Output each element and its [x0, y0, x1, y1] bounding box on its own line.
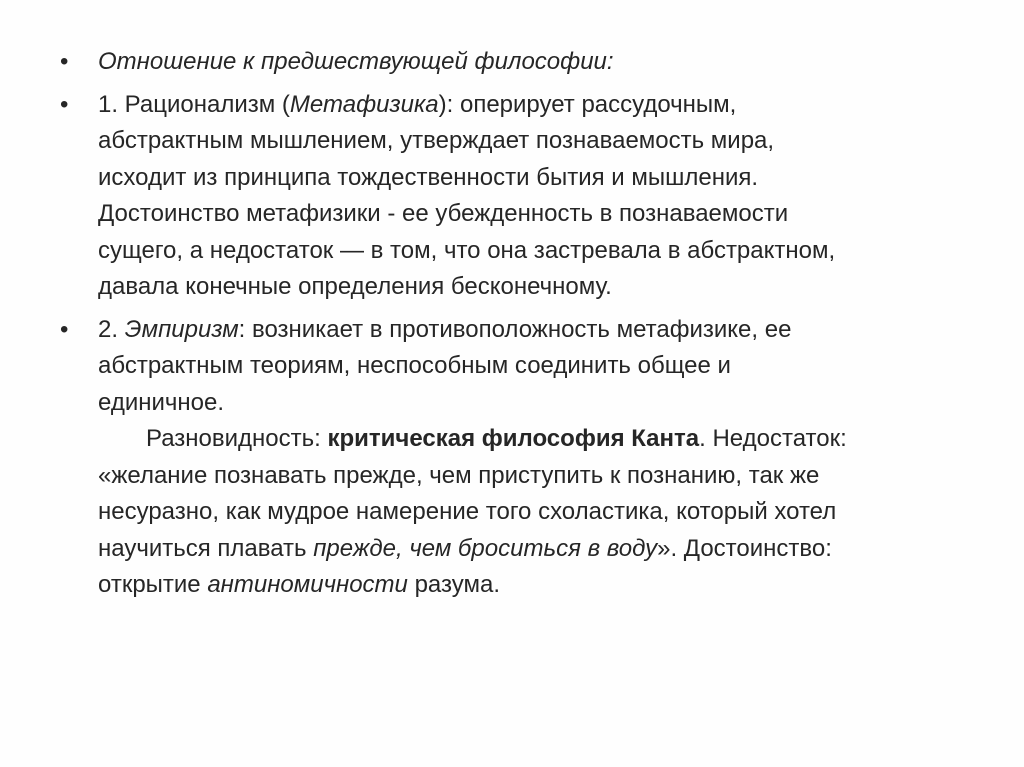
text-span: Разновидность: [146, 425, 328, 452]
bullet-rationalism [60, 87, 960, 306]
text-line [98, 531, 960, 568]
bullet-heading [60, 44, 960, 81]
text-span: открытие [98, 571, 208, 598]
text-span: ): оперирует рассудочным, [438, 90, 737, 118]
text-line [98, 567, 960, 604]
text-span: 2. [98, 315, 125, 343]
bullet-icon: • [60, 315, 69, 343]
text-span: ». Достоинство: [657, 534, 832, 562]
text-line: абстрактным теориям, неспособным соединить общее и [98, 352, 731, 379]
text-line: единичное. [98, 388, 225, 416]
text-line: несуразно, как мудрое намерение того схоластика, который хотел [98, 498, 837, 525]
text-span: . Недостаток: [699, 425, 847, 452]
italic-term: Эмпиризм [124, 315, 239, 343]
text-line [98, 421, 960, 458]
italic-term: антиномичности [207, 571, 408, 598]
bullet-icon: • [60, 90, 69, 118]
text-line [98, 87, 960, 124]
text-line [98, 312, 960, 349]
text-line: Достоинство метафизики - ее убежденность в познаваемости [98, 200, 789, 227]
bold-term: критическая философия Канта [327, 425, 700, 452]
italic-term: Метафизика [289, 90, 439, 118]
italic-term: прежде, чем броситься в воду [313, 534, 658, 562]
bullet-icon: • [60, 48, 69, 75]
text-line: исходит из принципа тождественности бытия и мышления. [98, 163, 759, 191]
text-line: давала конечные определения бесконечному. [98, 273, 612, 300]
heading-text: Отношение к предшествующей философии: [98, 48, 614, 75]
text-line: абстрактным мышлением, утверждает познаваемость мира, [98, 127, 775, 154]
slide-content [60, 44, 960, 610]
text-span: научиться плавать [98, 534, 314, 562]
text-span: разума. [407, 571, 500, 598]
text-line: «желание познавать прежде, чем приступить к познанию, так же [98, 461, 820, 489]
bullet-empiricism [60, 312, 960, 604]
text-span: 1. Рационализм ( [98, 90, 290, 118]
text-line: сущего, а недостаток — в том, что она застревала в абстрактном, [98, 236, 836, 264]
text-span: : возникает в противоположность метафизике, ее [238, 315, 792, 343]
